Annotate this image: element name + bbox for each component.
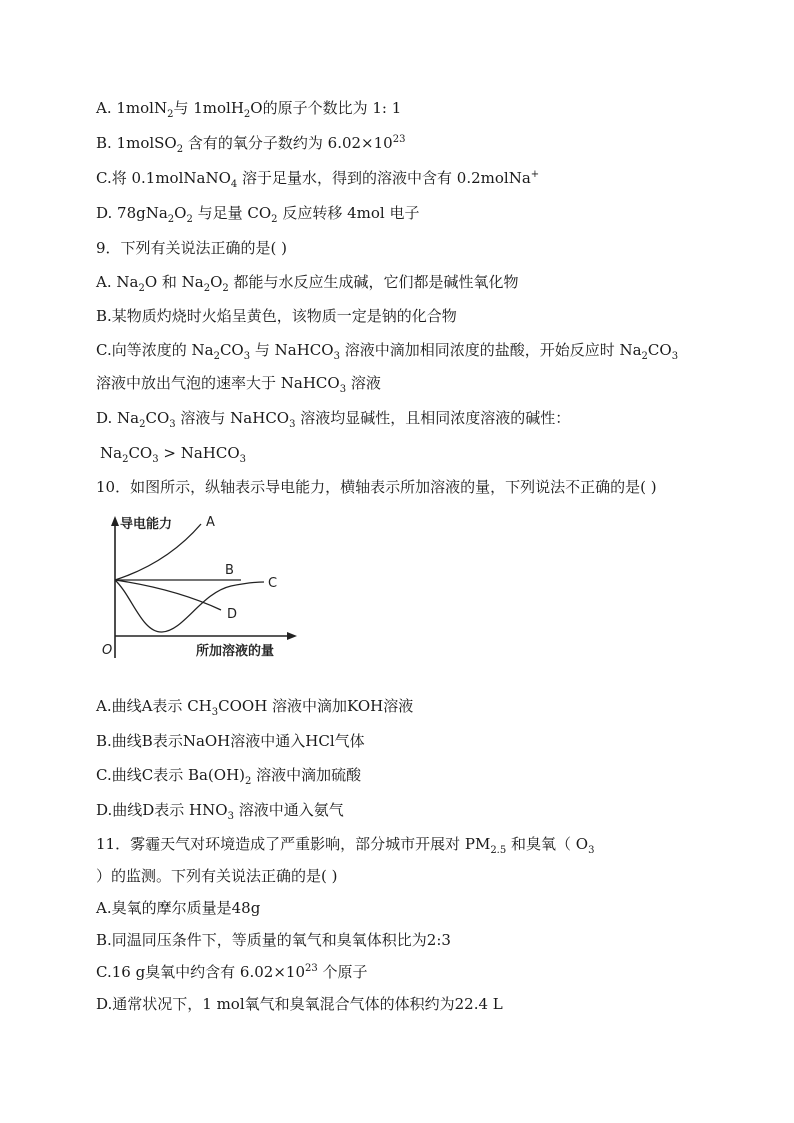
y-axis-label: 导电能力 [120,517,173,532]
q10-option-b: B.曲线B表示NaOH溶液中通入HCl气体 [96,732,365,750]
curve-d [115,580,221,610]
curve-a [115,524,201,580]
q11-stem-line2: ）的监测。下列有关说法正确的是( ) [96,867,338,885]
x-axis-label: 所加溶液的量 [196,644,275,659]
y-axis-arrow [111,516,119,526]
origin-label: O [102,643,113,658]
q9-stem: 9．下列有关说法正确的是( ) [96,239,288,257]
curve-d-label: D [227,607,238,622]
q11-option-d: D.通常状况下，1 mol氧气和臭氧混合气体的体积约为22.4 L [96,995,503,1013]
curve-a-label: A [206,515,215,530]
q9-option-b: B.某物质灼烧时火焰呈黄色，该物质一定是钠的化合物 [96,307,457,325]
q9-option-d-line2: $Na_2CO_3$ > NaHCO$_3$ [100,444,247,465]
q11-stem-line1: 11．雾霾天气对环境造成了严重影响，部分城市开展对 $PM_{2.5}$ 和臭氧（ $O_3$ [96,835,595,856]
q11-option-c: C.16 g臭氧中约含有 $6.02\times 10^{23}$ 个原子 [96,963,368,981]
q10-stem: 10．如图所示，纵轴表示导电能力，横轴表示所加溶液的量，下列说法不正确的是( ) [96,478,657,496]
q9-option-c-line1: C.向等浓度的 $Na_2CO_3$ 与 NaHCO$_3$ 溶液中滴加相同浓度的盐酸，开始反应时 $Na_2CO_3$ [96,341,679,362]
q8-option-c: C.将 0.1molNaNO$_4$ 溶于足量水，得到的溶液中含有 0.2molNa+ [96,169,540,190]
q9-option-a: A. $Na_2O$ 和 $Na_2O_2$ 都能与水反应生成碱，它们都是碱性氧化物 [96,273,519,294]
q11-option-a: A.臭氧的摩尔质量是48g [96,899,261,917]
q10-option-d: D.曲线D表示 $HNO_3$ 溶液中通入氨气 [96,801,344,822]
curve-b-label: B [225,563,234,578]
q9-option-c-line2: 溶液中放出气泡的速率大于 NaHCO$_3$ 溶液 [96,374,381,395]
q8-option-a: A. 1molN$_2$与 1molH$_2$O的原子个数比为 1: 1 [96,99,402,120]
q8-option-d: D. $78gNa_2O_2$ 与足量 $CO_2$ 反应转移 4mol 电子 [96,204,420,225]
q10-option-a: A.曲线A表示 $CH_3COOH$ 溶液中滴加KOH溶液 [96,697,414,718]
q10-option-c: C.曲线C表示 $Ba(OH)_2$ 溶液中滴加硫酸 [96,766,362,787]
q8-option-b: B. 1molSO$_2$ 含有的氧分子数约为 $6.02\times 10^{23}$ [96,134,406,155]
x-axis-arrow [287,632,297,640]
q9-option-d-line1: D. $Na_2CO_3$ 溶液与 NaHCO$_3$ 溶液均显碱性，且相同浓度溶液的碱性： [96,409,571,430]
q11-option-b: B.同温同压条件下，等质量的氧气和臭氧体积比为2:3 [96,931,451,949]
conductivity-chart [96,508,316,668]
curve-c [115,580,264,632]
curve-c-label: C [268,576,278,591]
